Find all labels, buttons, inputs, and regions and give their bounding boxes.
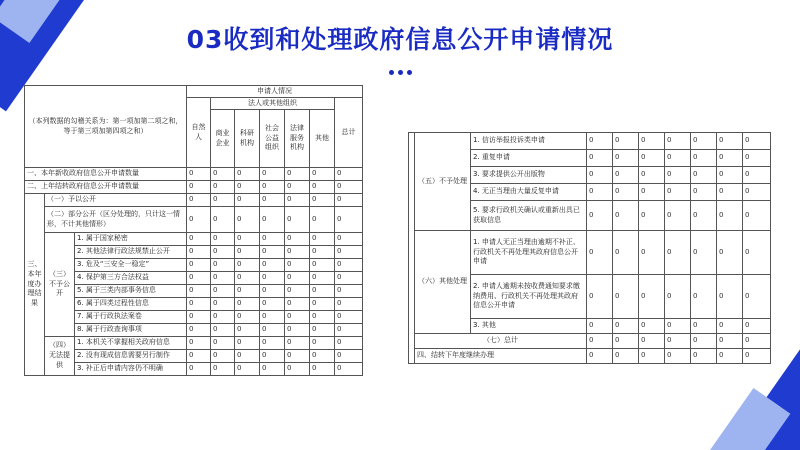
cell-value: 0 [235, 298, 260, 311]
cell-value: 0 [211, 246, 235, 259]
cell-value: 0 [717, 349, 743, 364]
section-3-label: 三、本年度办理结果 [25, 194, 45, 376]
cell-value: 0 [691, 150, 717, 167]
row-label: 3. 其他 [471, 319, 587, 334]
header-applicant: 申请人情况 [187, 86, 363, 98]
cell-value: 0 [639, 167, 665, 184]
cell-value: 0 [310, 285, 335, 298]
cell-value: 0 [587, 133, 613, 150]
cell-value: 0 [665, 150, 691, 167]
row-label: 2. 申请人逾期未按收费通知要求缴纳费用、行政机关不再处理其政府信息公开申请 [471, 275, 587, 319]
cell-value: 0 [717, 319, 743, 334]
row-label: 2. 重复申请 [471, 150, 587, 167]
cell-value: 0 [335, 285, 363, 298]
cell-value: 0 [717, 334, 743, 349]
cell-value: 0 [260, 324, 285, 337]
cell-value: 0 [211, 285, 235, 298]
cell-value: 0 [691, 167, 717, 184]
cell-value: 0 [285, 337, 310, 350]
table-row [25, 194, 363, 207]
title-dots-decoration [389, 70, 412, 75]
cell-value: 0 [211, 259, 235, 272]
cell-value: 0 [717, 184, 743, 201]
cell-value: 0 [285, 350, 310, 363]
cell-value: 0 [235, 246, 260, 259]
table-row [25, 363, 363, 376]
cell-value: 0 [187, 168, 211, 181]
cell-value: 0 [613, 201, 639, 231]
row-label: 1. 属于国家秘密 [75, 233, 187, 246]
table-row [25, 311, 363, 324]
cell-value: 0 [335, 272, 363, 285]
cell-value: 0 [187, 350, 211, 363]
cell-value: 0 [639, 275, 665, 319]
cell-value: 0 [211, 324, 235, 337]
cell-value: 0 [260, 337, 285, 350]
cell-value: 0 [187, 311, 211, 324]
cell-value: 0 [187, 324, 211, 337]
header-research: 科研机构 [235, 110, 260, 168]
row-label: 4. 无正当理由大量反复申请 [471, 184, 587, 201]
table-row [25, 246, 363, 259]
right-data-table [408, 132, 771, 364]
table-row [25, 233, 363, 246]
cell-value: 0 [639, 133, 665, 150]
table-row [409, 231, 771, 275]
cell-value: 0 [717, 150, 743, 167]
cell-value: 0 [613, 150, 639, 167]
cell-value: 0 [743, 184, 771, 201]
cell-value: 0 [665, 334, 691, 349]
cell-value: 0 [260, 181, 285, 194]
cell-value: 0 [285, 324, 310, 337]
cell-value: 0 [187, 181, 211, 194]
row-label: 四、结转下年度继续办理 [415, 349, 587, 364]
cell-value: 0 [717, 133, 743, 150]
row-label: （二）部分公开（区分处理的，只计这一情形，不计其他情形） [45, 207, 187, 233]
cell-value: 0 [613, 334, 639, 349]
cell-value: 0 [665, 231, 691, 275]
unable-label: （四）无法提供 [45, 337, 75, 376]
cell-value: 0 [613, 133, 639, 150]
table-row [25, 350, 363, 363]
row-label: 5. 属于三类内部事务信息 [75, 285, 187, 298]
cell-value: 0 [310, 324, 335, 337]
cell-value: 0 [211, 168, 235, 181]
cell-value: 0 [260, 350, 285, 363]
cell-value: 0 [587, 184, 613, 201]
cell-value: 0 [187, 246, 211, 259]
row-label: 3. 要求提供公开出版物 [471, 167, 587, 184]
cell-value: 0 [639, 231, 665, 275]
cell-value: 0 [211, 207, 235, 233]
cell-value: 0 [310, 311, 335, 324]
cell-value: 0 [310, 246, 335, 259]
cell-value: 0 [260, 363, 285, 376]
cell-value: 0 [285, 233, 310, 246]
no-process-label: （五）不予处理 [415, 133, 471, 231]
cell-value: 0 [187, 194, 211, 207]
row-label: 1. 本机关不掌握相关政府信息 [75, 337, 187, 350]
cell-value: 0 [260, 246, 285, 259]
table-row [409, 133, 771, 150]
cell-value: 0 [613, 349, 639, 364]
cell-value: 0 [743, 275, 771, 319]
cell-value: 0 [639, 184, 665, 201]
cell-value: 0 [285, 246, 310, 259]
cell-value: 0 [587, 334, 613, 349]
row-label: 8. 属于行政查询事项 [75, 324, 187, 337]
header-legal-service: 法律服务机构 [285, 110, 310, 168]
cell-value: 0 [639, 319, 665, 334]
table-row [25, 337, 363, 350]
cell-value: 0 [187, 272, 211, 285]
cell-value: 0 [235, 285, 260, 298]
table-row [25, 181, 363, 194]
header-business: 商业企业 [211, 110, 235, 168]
row-label: 一、本年新收政府信息公开申请数量 [25, 168, 187, 181]
cell-value: 0 [260, 285, 285, 298]
row-label: 二、上年结转政府信息公开申请数量 [25, 181, 187, 194]
cell-value: 0 [743, 167, 771, 184]
cell-value: 0 [260, 259, 285, 272]
table-row [25, 298, 363, 311]
cell-value: 0 [211, 194, 235, 207]
table-row [25, 168, 363, 181]
cell-value: 0 [211, 337, 235, 350]
row-label: （七）总计 [415, 334, 587, 349]
table-row [409, 349, 771, 364]
cell-value: 0 [691, 184, 717, 201]
cell-value: 0 [691, 231, 717, 275]
cell-value: 0 [639, 349, 665, 364]
cell-value: 0 [235, 272, 260, 285]
cell-value: 0 [260, 298, 285, 311]
cell-value: 0 [235, 233, 260, 246]
cell-value: 0 [335, 324, 363, 337]
cell-value: 0 [235, 207, 260, 233]
cell-value: 0 [187, 363, 211, 376]
cell-value: 0 [743, 319, 771, 334]
cell-value: 0 [639, 150, 665, 167]
row-label: 6. 属于四类过程性信息 [75, 298, 187, 311]
cell-value: 0 [235, 194, 260, 207]
cell-value: 0 [743, 150, 771, 167]
table-row [25, 324, 363, 337]
cell-value: 0 [665, 349, 691, 364]
cell-value: 0 [310, 298, 335, 311]
cell-value: 0 [691, 275, 717, 319]
cell-value: 0 [335, 181, 363, 194]
header-total: 总计 [335, 98, 363, 168]
cell-value: 0 [743, 334, 771, 349]
cell-value: 0 [613, 275, 639, 319]
cell-value: 0 [235, 168, 260, 181]
cell-value: 0 [235, 181, 260, 194]
cell-value: 0 [211, 350, 235, 363]
cell-value: 0 [335, 194, 363, 207]
cell-value: 0 [285, 259, 310, 272]
cell-value: 0 [587, 319, 613, 334]
cell-value: 0 [187, 233, 211, 246]
cell-value: 0 [235, 259, 260, 272]
cell-value: 0 [587, 349, 613, 364]
cell-value: 0 [187, 337, 211, 350]
cell-value: 0 [691, 319, 717, 334]
cell-value: 0 [743, 231, 771, 275]
row-label: 2. 没有现成信息需要另行制作 [75, 350, 187, 363]
cell-value: 0 [260, 194, 285, 207]
cell-value: 0 [187, 259, 211, 272]
cell-value: 0 [665, 319, 691, 334]
cell-value: 0 [235, 350, 260, 363]
cell-value: 0 [211, 233, 235, 246]
table-row [25, 207, 363, 233]
cell-value: 0 [335, 233, 363, 246]
cell-value: 0 [665, 201, 691, 231]
cell-value: 0 [260, 233, 285, 246]
cell-value: 0 [285, 311, 310, 324]
cell-value: 0 [717, 275, 743, 319]
cell-value: 0 [285, 181, 310, 194]
no-open-label: （三）不予公开 [45, 233, 75, 337]
row-label: 7. 属于行政执法案卷 [75, 311, 187, 324]
page-title: 03收到和处理政府信息公开申请情况 [186, 25, 614, 54]
cell-value: 0 [285, 363, 310, 376]
cell-value: 0 [717, 231, 743, 275]
cell-value: 0 [587, 275, 613, 319]
header-legal-entity: 法人或其他组织 [211, 98, 335, 110]
cell-value: 0 [613, 231, 639, 275]
cell-value: 0 [335, 298, 363, 311]
cell-value: 0 [235, 311, 260, 324]
cell-value: 0 [691, 349, 717, 364]
cell-value: 0 [665, 275, 691, 319]
cell-value: 0 [235, 363, 260, 376]
cell-value: 0 [310, 259, 335, 272]
cell-value: 0 [187, 298, 211, 311]
header-description: （本列数据的勾稽关系为：第一项加第二项之和，等于第三项加第四项之和） [25, 86, 187, 168]
cell-value: 0 [260, 311, 285, 324]
table-row [25, 285, 363, 298]
cell-value: 0 [310, 168, 335, 181]
cell-value: 0 [260, 272, 285, 285]
table-row [409, 334, 771, 349]
cell-value: 0 [310, 194, 335, 207]
cell-value: 0 [335, 311, 363, 324]
cell-value: 0 [235, 337, 260, 350]
header-other: 其他 [310, 110, 335, 168]
row-label: 2. 其他法律行政法规禁止公开 [75, 246, 187, 259]
cell-value: 0 [187, 285, 211, 298]
cell-value: 0 [285, 168, 310, 181]
cell-value: 0 [587, 167, 613, 184]
cell-value: 0 [310, 181, 335, 194]
cell-value: 0 [613, 167, 639, 184]
cell-value: 0 [285, 207, 310, 233]
cell-value: 0 [691, 201, 717, 231]
cell-value: 0 [335, 207, 363, 233]
table-row [25, 272, 363, 285]
cell-value: 0 [665, 184, 691, 201]
cell-value: 0 [310, 337, 335, 350]
other-process-label: （六）其他处理 [415, 231, 471, 334]
cell-value: 0 [260, 207, 285, 233]
row-label: 3. 补正后申请内容仍不明确 [75, 363, 187, 376]
cell-value: 0 [335, 350, 363, 363]
cell-value: 0 [335, 337, 363, 350]
cell-value: 0 [665, 167, 691, 184]
row-label: 4. 保护第三方合法权益 [75, 272, 187, 285]
header-natural-person: 自然人 [187, 98, 211, 168]
cell-value: 0 [285, 298, 310, 311]
cell-value: 0 [691, 133, 717, 150]
cell-value: 0 [587, 201, 613, 231]
cell-value: 0 [285, 194, 310, 207]
cell-value: 0 [211, 298, 235, 311]
cell-value: 0 [211, 311, 235, 324]
cell-value: 0 [613, 184, 639, 201]
cell-value: 0 [613, 319, 639, 334]
cell-value: 0 [310, 363, 335, 376]
cell-value: 0 [639, 201, 665, 231]
cell-value: 0 [211, 363, 235, 376]
cell-value: 0 [335, 168, 363, 181]
cell-value: 0 [587, 150, 613, 167]
cell-value: 0 [335, 259, 363, 272]
row-label: 1. 申请人无正当理由逾期不补正、行政机关不再处理其政府信息公开申请 [471, 231, 587, 275]
cell-value: 0 [743, 349, 771, 364]
cell-value: 0 [285, 285, 310, 298]
cell-value: 0 [665, 133, 691, 150]
cell-value: 0 [187, 207, 211, 233]
cell-value: 0 [639, 334, 665, 349]
cell-value: 0 [717, 167, 743, 184]
left-data-table [24, 85, 363, 376]
cell-value: 0 [743, 133, 771, 150]
cell-value: 0 [717, 201, 743, 231]
table-row [25, 259, 363, 272]
cell-value: 0 [260, 168, 285, 181]
cell-value: 0 [310, 350, 335, 363]
cell-value: 0 [285, 272, 310, 285]
header-social-welfare: 社会公益组织 [260, 110, 285, 168]
row-label: 1. 信访举报投诉类申请 [471, 133, 587, 150]
row-label: 5. 要求行政机关确认或重新出具已获取信息 [471, 201, 587, 231]
cell-value: 0 [211, 181, 235, 194]
cell-value: 0 [335, 246, 363, 259]
cell-value: 0 [310, 272, 335, 285]
cell-value: 0 [310, 207, 335, 233]
cell-value: 0 [310, 233, 335, 246]
cell-value: 0 [335, 363, 363, 376]
cell-value: 0 [211, 272, 235, 285]
row-label: （一）予以公开 [45, 194, 187, 207]
cell-value: 0 [743, 201, 771, 231]
cell-value: 0 [587, 231, 613, 275]
row-label: 3. 危及“三安全一稳定” [75, 259, 187, 272]
cell-value: 0 [691, 334, 717, 349]
cell-value: 0 [235, 324, 260, 337]
